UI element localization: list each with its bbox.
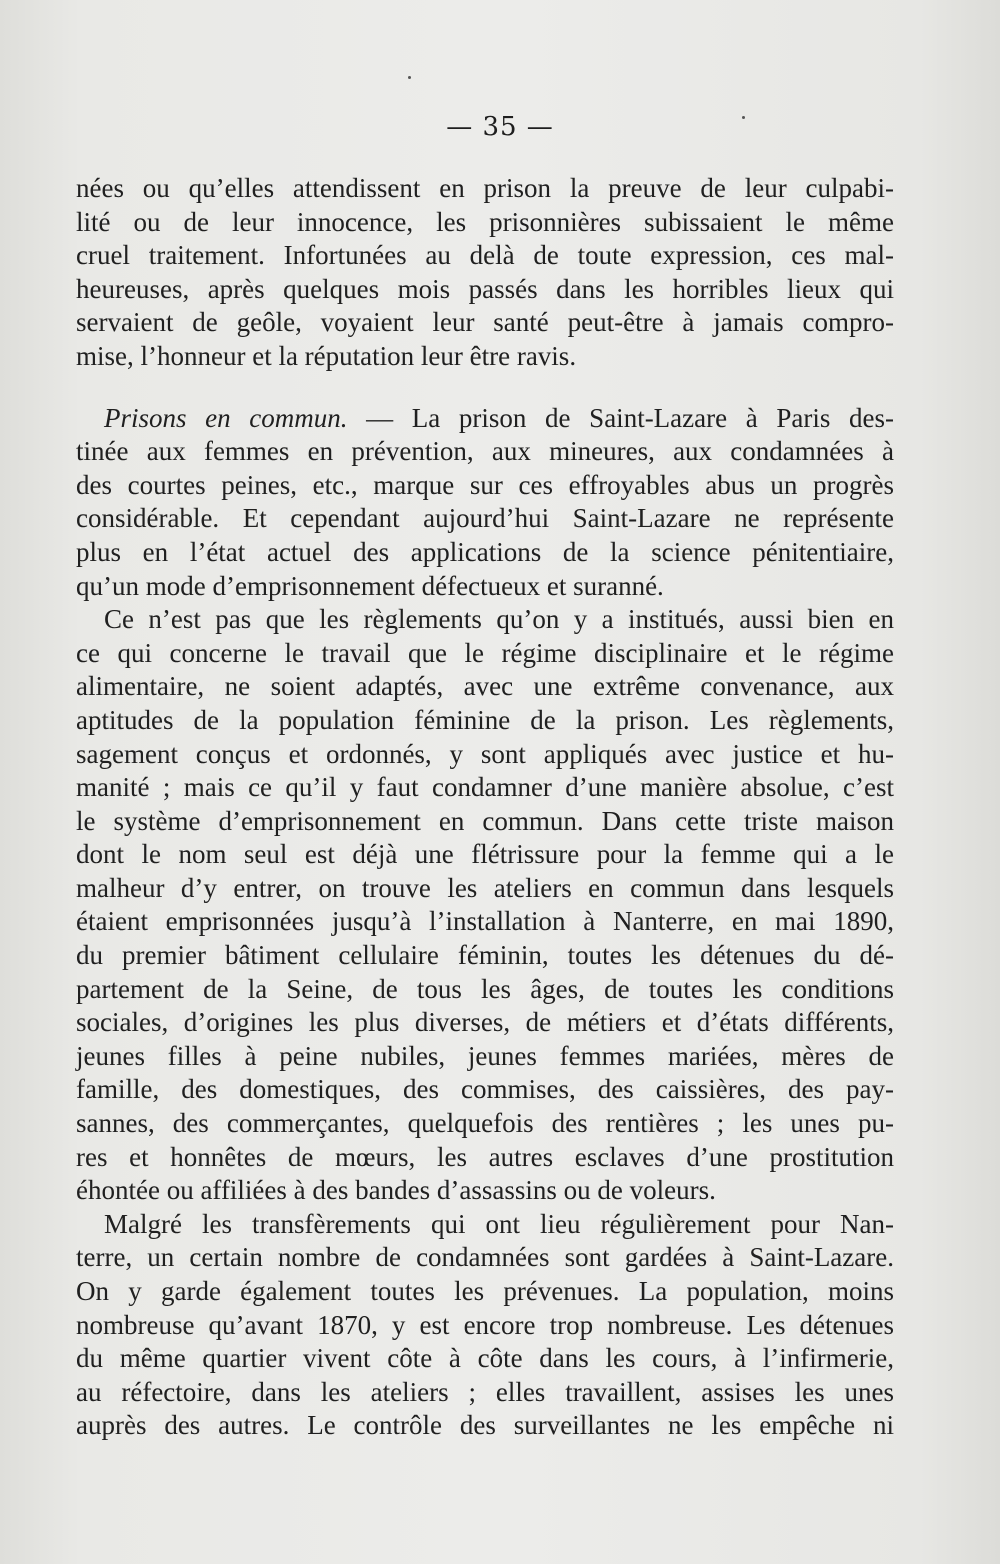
paragraph-1 bbox=[76, 172, 894, 374]
text-line: partement de la Seine, de tous les âges, de toutes les conditions bbox=[76, 973, 894, 1004]
text-line: tinée aux femmes en prévention, aux mineures, aux condamnées à bbox=[76, 436, 894, 467]
paragraph-4 bbox=[76, 1208, 894, 1443]
text-line: jeunes filles à peine nubiles, jeunes femmes mariées, mères de bbox=[76, 1040, 894, 1071]
text-line: plus en l’état actuel des applications de la science pénitentiaire, bbox=[76, 536, 894, 567]
section-heading: Prisons en commun. bbox=[104, 402, 348, 433]
paragraph-2 bbox=[76, 402, 894, 604]
ink-speck bbox=[408, 76, 411, 79]
text-line: considérable. Et cependant aujourd’hui Saint-Lazare ne représente bbox=[76, 503, 894, 534]
text-line: nées ou qu’elles attendissent en prison la preuve de leur culpabi- bbox=[76, 173, 894, 203]
text-fragment: — La prison de Saint-Lazare à Paris des- bbox=[347, 402, 894, 433]
text-line: Ce n’est pas que les règlements qu’on y a institués, aussi bien en bbox=[104, 604, 894, 635]
text-line: terre, un certain nombre de condamnées sont gardées à Saint-Lazare. bbox=[76, 1242, 894, 1273]
text-line bbox=[76, 402, 894, 436]
text-line: sagement conçus et ordonnés, y sont appliqués avec justice et hu- bbox=[76, 738, 894, 769]
text-line: aptitudes de la population féminine de la prison. Les règlements, bbox=[76, 704, 894, 735]
text-line: au réfectoire, dans les ateliers ; elles travaillent, assises les unes bbox=[76, 1376, 894, 1407]
text-line: lité ou de leur innocence, les prisonnières subissaient le même bbox=[76, 206, 894, 237]
body-text bbox=[76, 172, 894, 1443]
text-line: du premier bâtiment cellulaire féminin, toutes les détenues du dé- bbox=[76, 940, 894, 971]
page-number: — 35 — bbox=[446, 112, 554, 142]
text-line: éhontée ou affiliées à des bandes d’assassins ou de voleurs. bbox=[76, 1175, 716, 1206]
text-line: heureuses, après quelques mois passés dans les horribles lieux qui bbox=[76, 273, 894, 304]
text-line: res et honnêtes de mœurs, les autres esclaves d’une prostitution bbox=[76, 1141, 894, 1172]
text-line: ce qui concerne le travail que le régime disciplinaire et le régime bbox=[76, 637, 894, 668]
text-line: Malgré les transfèrements qui ont lieu régulièrement pour Nan- bbox=[104, 1208, 894, 1239]
paragraph-3 bbox=[76, 603, 894, 1208]
text-line: servaient de geôle, voyaient leur santé peut-être à jamais compro- bbox=[76, 307, 894, 338]
text-line: manité ; mais ce qu’il y faut condamner d’une manière absolue, c’est bbox=[76, 772, 894, 803]
text-line: du même quartier vivent côte à côte dans les cours, à l’infirmerie, bbox=[76, 1343, 894, 1374]
text-line: mise, l’honneur et la réputation leur être ravis. bbox=[76, 340, 577, 371]
text-line: malheur d’y entrer, on trouve les ateliers en commun dans lesquels bbox=[76, 872, 894, 903]
text-line: cruel traitement. Infortunées au delà de toute expression, ces mal- bbox=[76, 240, 894, 271]
text-line: sannes, des commerçantes, quelquefois des rentières ; les unes pu- bbox=[76, 1108, 894, 1139]
text-line: alimentaire, ne soient adaptés, avec une extrême convenance, aux bbox=[76, 671, 894, 702]
text-line: étaient emprisonnées jusqu’à l’installation à Nanterre, en mai 1890, bbox=[76, 906, 894, 937]
text-line: dont le nom seul est déjà une flétrissure pour la femme qui a le bbox=[76, 839, 894, 870]
text-line: des courtes peines, etc., marque sur ces effroyables abus un progrès bbox=[76, 469, 894, 500]
text-line: qu’un mode d’emprisonnement défectueux et suranné. bbox=[76, 570, 664, 601]
text-line: famille, des domestiques, des commises, des caissières, des pay- bbox=[76, 1074, 894, 1105]
text-line: On y garde également toutes les prévenues. La population, moins bbox=[76, 1276, 894, 1306]
text-line: auprès des autres. Le contrôle des surveillantes ne les empêche ni bbox=[76, 1410, 894, 1441]
text-line: le système d’emprisonnement en commun. Dans cette triste maison bbox=[76, 805, 894, 836]
text-line: nombreuse qu’avant 1870, y est encore trop nombreuse. Les détenues bbox=[76, 1309, 894, 1340]
text-line: sociales, d’origines les plus diverses, de métiers et d’états différents, bbox=[76, 1007, 894, 1038]
